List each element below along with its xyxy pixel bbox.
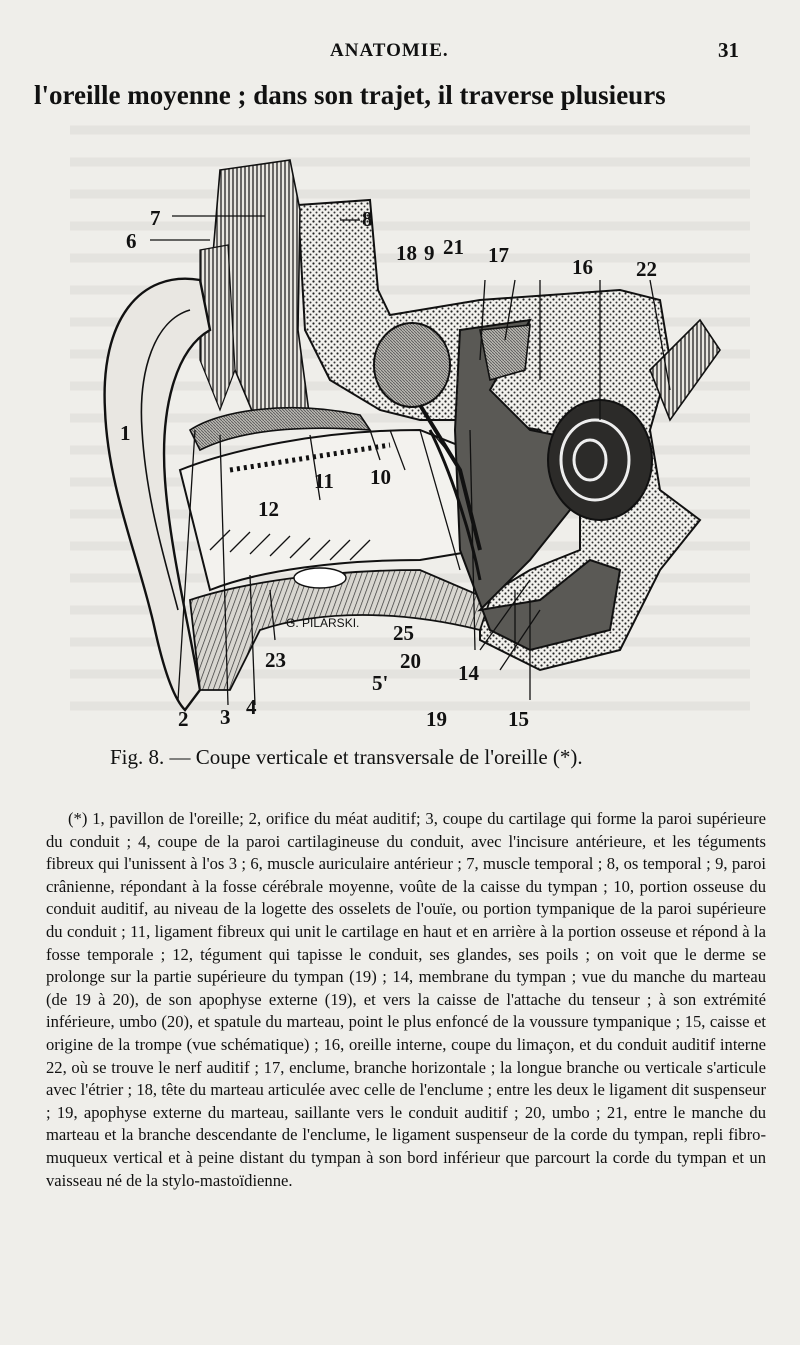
label-14: 14 (458, 661, 479, 685)
label-1: 1 (120, 421, 131, 445)
signature: G. PILARSKI. (286, 616, 360, 630)
label-9: 9 (424, 241, 435, 265)
label-12: 12 (258, 497, 279, 521)
label-6: 6 (126, 229, 137, 253)
label-23: 23 (265, 648, 286, 672)
label-7: 7 (150, 206, 161, 230)
label-20: 20 (400, 649, 421, 673)
label-17: 17 (488, 243, 509, 267)
label-15: 15 (508, 707, 529, 731)
auditory-canal (180, 430, 480, 590)
label-21: 21 (443, 235, 464, 259)
lower-wall-nodule (294, 568, 346, 588)
ear-section-figure (60, 130, 760, 740)
label-22: 22 (636, 257, 657, 281)
figure-legend: (*) 1, pavillon de l'oreille; 2, orifice du méat auditif; 3, coupe du cartilage qui forme la paroi supérieure du conduit ; 4, coupe de la paroi cartilagineuse du conduit, avec l'incisure antérieure, et les téguments fibreux qui l'unissent à l'os 3 ; 6, muscle auriculaire antérieur ; 7, muscle temporal ; 8, os temporal ; 9, paroi crânienne, répondant à la fosse cérébrale moyenne, voûte de la caisse du tympan ; 10, portion osseuse du conduit auditif, au niveau de la logette des osselets de l'ouïe, ou portion tympanique de la paroi supérieure du conduit ; 11, ligament fibreux qui unit le cartilage en haut et en arrière à la portion osseuse et répond à la fosse temporale ; 12, tégument qui tapisse le conduit, ses glandes, ses poils ; on voit que le derme se prolonge sur la partie supérieure du tympan (19) ; 14, membrane du tympan ; vue du manche du marteau (de 19 à 20), de son apophyse externe (19), et vers la caisse de l'attache du tenseur ; à son extrémité inférieure, umbo (20), et spatule du marteau, point le plus enfoncé de la voussure tympanique ; 15, caisse et origine de la trompe (vue schématique) ; 16, oreille interne, coupe du limaçon, et du conduit auditif interne 22, où se trouve le nerf auditif ; 17, enclume, branche horizontale ; la longue branche ou verticale s'articule avec l'étrier ; 18, tête du marteau articulée avec celle de l'enclume ; entre les deux le ligament dit suspenseur ; 19, apophyse externe du marteau, saillante vers le conduit auditif ; 20, umbo ; 21, entre le manche du marteau et la branche descendante de l'enclume, le ligament suspenseur de la corde du tympan, repli fibro-muqueux vertical et à peine distant du tympan à son bord inférieur que parcourt la corde du tympan et un vaisseau né de la stylo-mastoïdienne. (46, 809, 766, 1190)
figure-caption: Fig. 8. — Coupe verticale et transversale de l'oreille (*). (110, 745, 583, 769)
running-head (0, 34, 800, 64)
label-16: 16 (572, 255, 593, 279)
label-8: 8 (362, 207, 373, 231)
label-5-prime: 5' (372, 671, 389, 695)
label-2: 2 (178, 707, 189, 731)
body-text-line: l'oreille moyenne ; dans son trajet, il traverse plusieurs (34, 80, 666, 110)
malleus-head (374, 323, 450, 407)
label-25: 25 (393, 621, 414, 645)
label-4: 4 (246, 695, 257, 719)
cartilage-lower-wall (190, 570, 490, 690)
label-11: 11 (314, 469, 334, 493)
page-number: 31 (718, 38, 739, 62)
running-title: ANATOMIE. (330, 40, 449, 61)
label-10: 10 (370, 465, 391, 489)
label-19: 19 (426, 707, 447, 731)
label-18: 18 (396, 241, 417, 265)
label-3: 3 (220, 705, 231, 729)
ear-illustration (60, 130, 760, 740)
